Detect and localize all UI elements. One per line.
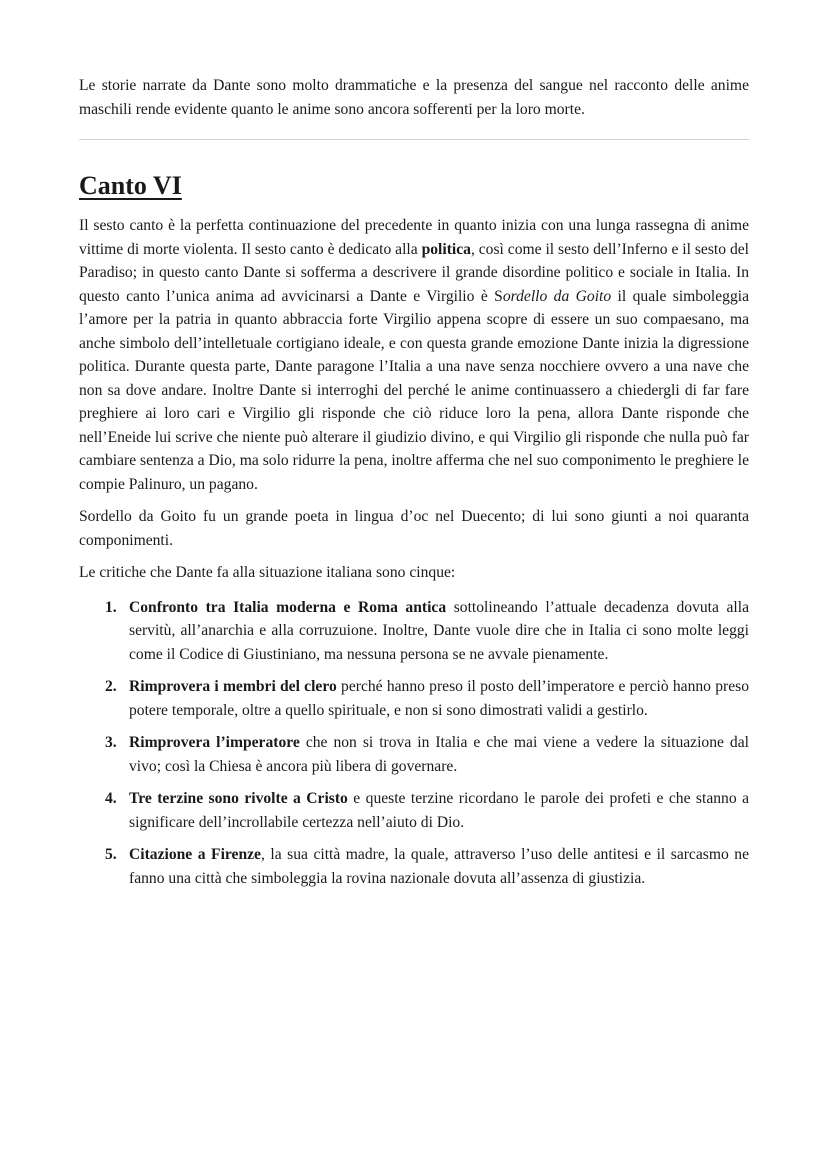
list-item-heading: Confronto tra Italia moderna e Roma antica <box>129 598 447 616</box>
list-item-heading: Citazione a Firenze <box>129 846 261 863</box>
critiques-list <box>79 596 749 891</box>
list-item-heading: Rimprovera i membri del clero <box>129 678 337 695</box>
list-item <box>79 596 749 667</box>
intro-paragraph: Le storie narrate da Dante sono molto drammatiche e la presenza del sangue nel racconto delle anime maschili rende evidente quanto le anime sono ancora sofferenti per la loro morte. <box>79 77 749 118</box>
list-item-text: sottolineando l’attuale decadenza dovuta alla servitù, all’anarchia e alla corruzuione. Inoltre, Dante vuole dire che in Italia ci sono molte leggi come il Codice di Giustiniano, ma nessuna persona se ne avvale pienamente. <box>129 598 750 663</box>
list-item-text: e queste terzine ricordano le parole dei profeti e che stanno a significare dell’incrollabile certezza nell’aiuto di Dio. <box>129 790 749 831</box>
canto-paragraph-1 <box>79 214 749 496</box>
list-item <box>79 787 749 834</box>
text-run: , così come il sesto dell’Inferno e il sesto del Paradiso; in questo canto Dante si sofferma a descrivere il grande disordine politico e sociale in Italia. In questo canto l’unica anima ad avvicinarsi a Dante e Virgilio è S <box>79 240 749 305</box>
canto-paragraph-2: Sordello da Goito fu un grande poeta in lingua d’oc nel Duecento; di lui sono giunti a noi quaranta componimenti. <box>79 508 749 549</box>
list-item <box>79 731 749 778</box>
canto-paragraph-3: Le critiche che Dante fa alla situazione italiana sono cinque: <box>79 564 456 581</box>
list-number: 1. <box>105 598 117 616</box>
list-item-text: perché hanno preso il posto dell’imperatore e perciò hanno preso potere temporale, oltre a quello spirituale, e non si sono dimostrati validi a gestirlo. <box>129 678 749 719</box>
list-number: 3. <box>105 734 117 751</box>
list-item-heading: Rimprovera l’imperatore <box>129 734 300 751</box>
keyword-politica: politica <box>421 240 471 258</box>
list-number: 4. <box>105 790 117 807</box>
list-item-heading: Tre terzine sono rivolte a Cristo <box>129 790 348 807</box>
list-item-text: che non si trova in Italia e che mai viene a vedere la situazione dal vivo; così la Chiesa è ancora più libera di governare. <box>129 734 749 775</box>
list-item-text: , la sua città madre, la quale, attraverso l’uso delle antitesi e il sarcasmo ne fanno una città che simboleggia la rovina nazionale dovuta all’assenza di giustizia. <box>129 846 749 887</box>
list-number: 2. <box>105 678 117 695</box>
text-run: il quale simboleggia l’amore per la patria in quanto abbraccia forte Virgilio appena scopre di essere un suo compaesano, ma anche simbolo dell’intelletuale cortigiano ideale, e con questa grande emozione Dante inizia la digressione politica. Durante questa parte, Dante paragone l’Italia a una nave senza nocchiere ovvero a una nave che non sa dove andare. Inoltre Dante si interroghi del perché le anime continuassero a chiedergli di far fare preghiere ai loro cari e Virgilio gli risponde che ciò riduce loro la pena, allora Dante risponde che nell’Eneide lui scrive che niente può alterare il giudizio divino, e qui Virgilio gli risponde che nulla può far cambiare sentenza a Dio, ma solo ridurre la pena, inoltre afferma che nel suo componimento le preghiere le compie Palinuro, un pagano. <box>79 287 749 493</box>
list-item <box>79 675 749 722</box>
text-run: Il sesto canto è la perfetta continuazione del precedente in quanto inizia con una lunga rassegna di anime vittime di morte violenta. Il sesto canto è dedicato alla <box>79 217 749 258</box>
canto-title: Canto VI <box>79 171 182 200</box>
list-number: 5. <box>105 846 117 863</box>
list-item <box>79 843 749 890</box>
document-page <box>79 74 749 899</box>
section-divider <box>79 139 749 140</box>
name-sordello: ordello da Goito <box>502 287 612 305</box>
